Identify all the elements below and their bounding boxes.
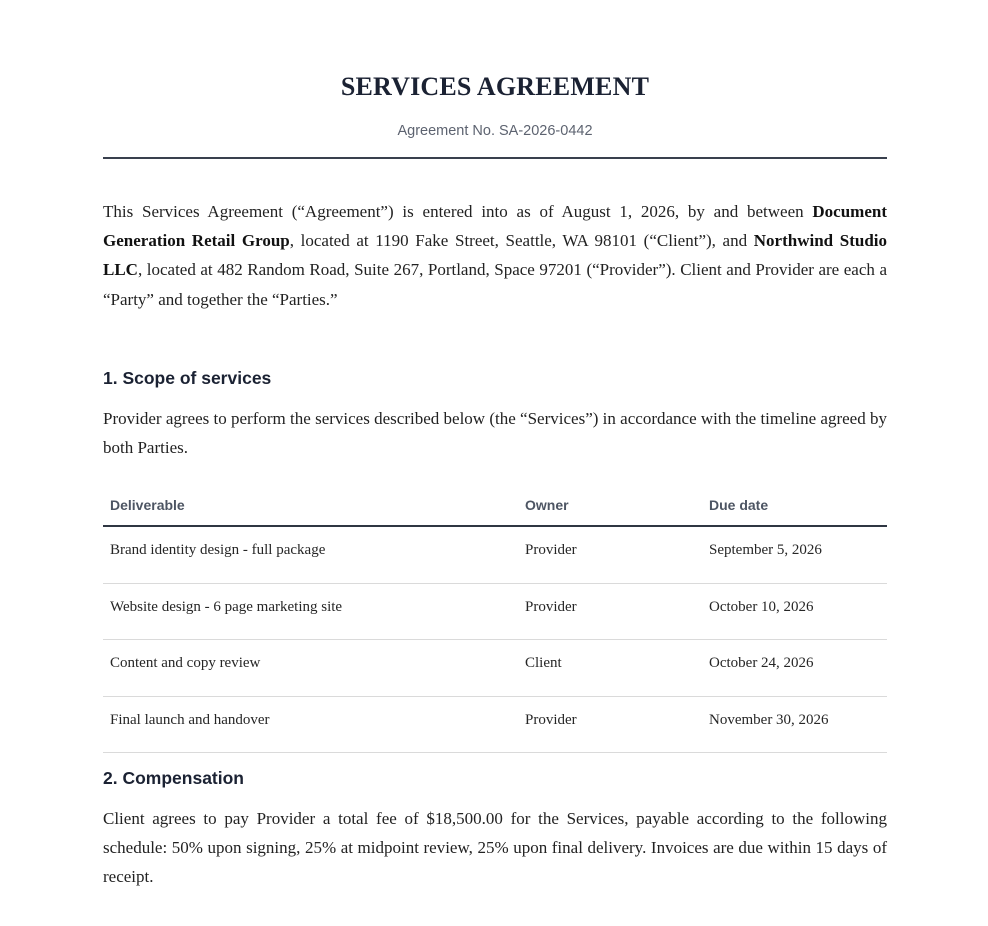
- column-header-due-date: Due date: [702, 484, 887, 526]
- cell-due-date: October 10, 2026: [702, 583, 887, 640]
- section-heading-compensation: 2. Compensation: [103, 768, 244, 788]
- deliverables-table: [103, 484, 887, 753]
- cell-owner: Provider: [518, 526, 702, 583]
- column-header-owner: Owner: [518, 484, 702, 526]
- intro-paragraph: [103, 197, 887, 314]
- section-body-compensation: Client agrees to pay Provider a total fee of $18,500.00 for the Services, payable according to the following schedule: 50% upon signing, 25% at midpoint review, 25% upon final delivery. Invoices are due within 15 days of receipt.: [103, 809, 887, 887]
- agreement-number: Agreement No. SA-2026-0442: [397, 123, 593, 139]
- cell-deliverable: Content and copy review: [103, 640, 518, 697]
- table-row: [103, 640, 887, 697]
- cell-deliverable: Brand identity design - full package: [103, 526, 518, 583]
- section-heading-scope: 1. Scope of services: [103, 368, 272, 388]
- cell-owner: Client: [518, 640, 702, 697]
- intro-text-2: , located at 1190 Fake Street, Seattle, WA 98101 (“Client”), and: [289, 231, 754, 251]
- table-row: [103, 696, 887, 753]
- table-header-row: [103, 484, 887, 526]
- cell-deliverable: Final launch and handover: [103, 696, 518, 753]
- table-row: [103, 583, 887, 640]
- title-divider: [103, 157, 887, 159]
- cell-deliverable: Website design - 6 page marketing site: [103, 583, 518, 640]
- column-header-deliverable: Deliverable: [103, 484, 518, 526]
- section-body-scope: Provider agrees to perform the services described below (the “Services”) in accordance with the timeline agreed by both Parties.: [103, 409, 887, 458]
- table-row: [103, 526, 887, 583]
- intro-text-3: , located at 482 Random Road, Suite 267, Portland, Space 97201 (“Provider”). Client and Provider are each a “Party” and together the “Parties.”: [103, 260, 887, 309]
- cell-due-date: November 30, 2026: [702, 696, 887, 753]
- cell-due-date: October 24, 2026: [702, 640, 887, 697]
- provider-name: Northwind Studio LLC: [103, 231, 887, 280]
- intro-text-1: This Services Agreement (“Agreement”) is entered into as of August 1, 2026, by and between: [103, 202, 813, 221]
- cell-owner: Provider: [518, 583, 702, 640]
- client-name: Document Generation Retail Group: [103, 202, 887, 251]
- cell-due-date: September 5, 2026: [702, 526, 887, 583]
- document-title: SERVICES AGREEMENT: [340, 72, 650, 101]
- cell-owner: Provider: [518, 696, 702, 753]
